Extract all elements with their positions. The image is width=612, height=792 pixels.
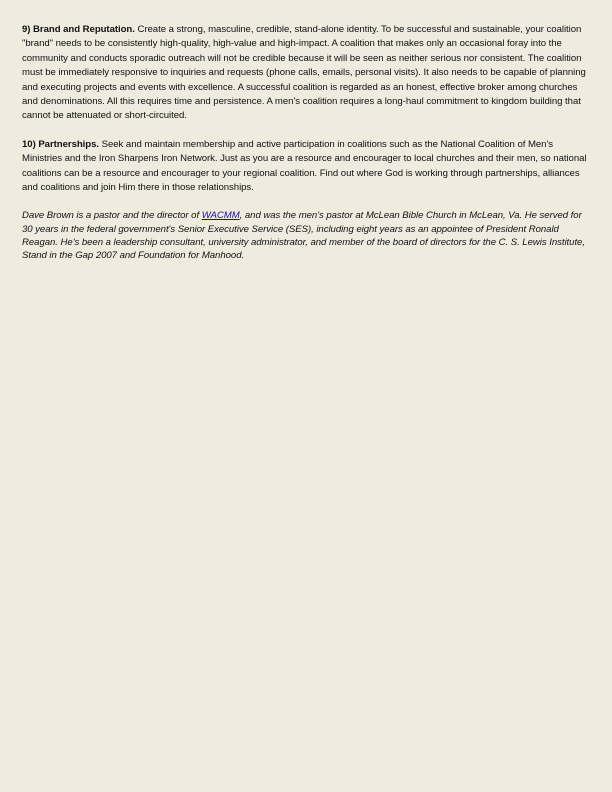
section-partnerships — [22, 138, 590, 196]
section-text: Seek and maintain membership and active participation in coalitions such as the National Coalition of Men's Ministries and the Iron Sharpens Iron Network. Just as you are a resource and encourager to local churches and their men, so national coalitions can be a resource and encourager to your regional coalition. Find out where God is working through partnerships, alliances and coalitions and join Him there in those relationships. — [22, 138, 587, 194]
bio-text-start: Dave Brown is a pastor and the director of — [22, 210, 200, 222]
section-text: Create a strong, masculine, credible, stand-alone identity. To be successful and sustainable, your coalition "brand" needs to be consistently high-quality, high-value and high-impact. A coalition that makes only an occasional foray into the community and conducts sporadic outreach will not be credible because it will be seen as neither serious nor consistent. The coalition must be immediately responsive to inquiries and requests (phone calls, emails, personal visits). It also needs to be capable of planning and executing projects and events with excellence. A successful coalition is regarded as an honest, effective broker among churches and denominations. All this requires time and persistence. A men's coalition requires a long-haul commitment to kingdom building that cannot be attenuated or short-circuited. — [22, 24, 586, 122]
section-brand-reputation — [22, 23, 590, 124]
article-body — [22, 23, 590, 262]
wacmm-link[interactable]: WACMM — [201, 210, 240, 222]
section-heading: 9) Brand and Reputation. — [22, 24, 135, 35]
section-heading: 10) Partnerships. — [22, 138, 99, 150]
bio-text-end: , and was the men's pastor at McLean Bible Church in McLean, Va. He served for 30 years in the federal government's Senior Executive Service (SES), including eight years as an appointee of President Ronald Reagan. He's been a leadership consultant, university administrator, and member of the board of directors for the C. S. Lewis Institute, Stand in the Gap 2007 and Foundation for Manhood. — [22, 210, 585, 262]
author-bio — [22, 209, 590, 262]
